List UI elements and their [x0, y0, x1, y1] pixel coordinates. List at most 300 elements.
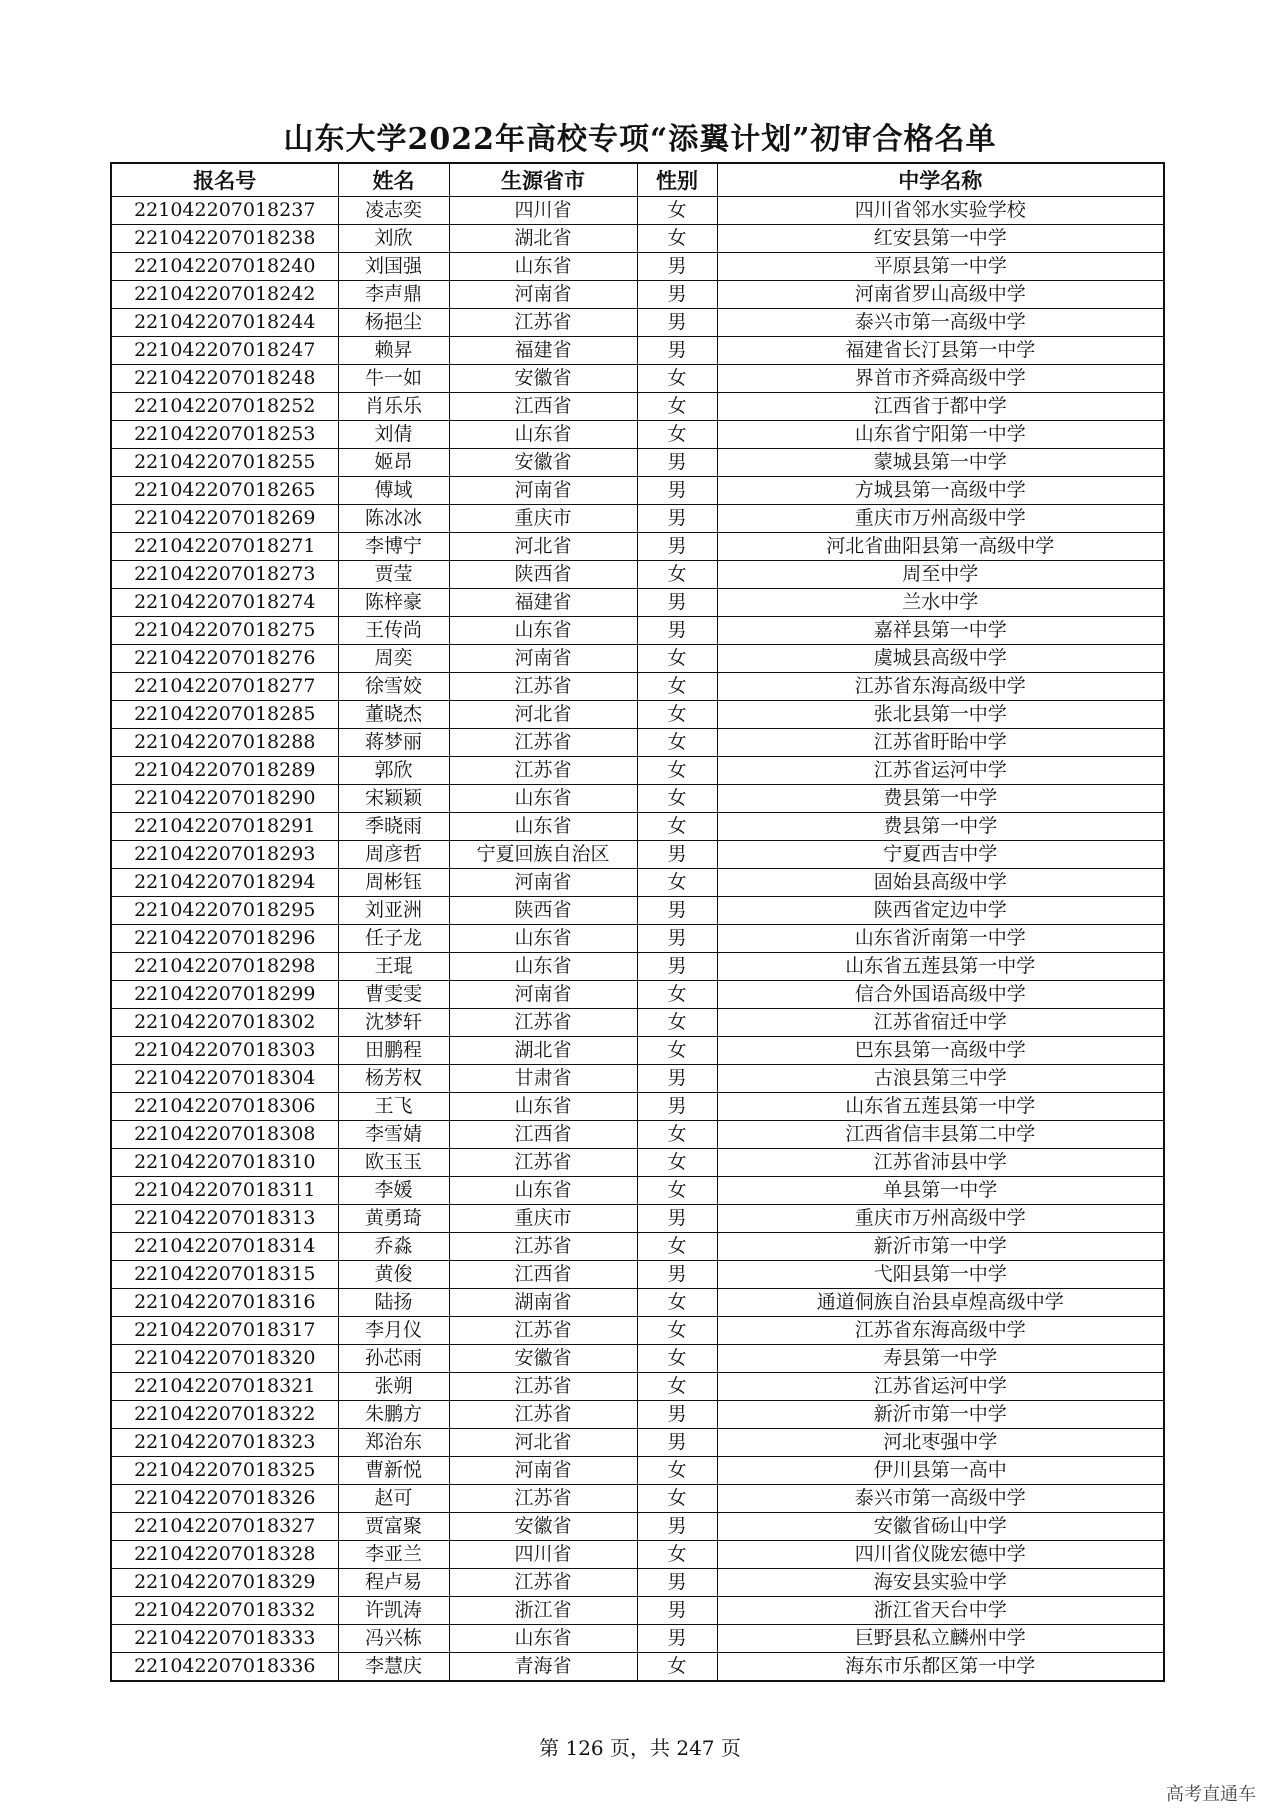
table-body: [111, 197, 1164, 1682]
cell-registration-number: 221042207018303: [111, 1037, 338, 1065]
cell-province: 江苏省: [449, 1373, 637, 1401]
cell-registration-number: 221042207018238: [111, 225, 338, 253]
cell-gender: 女: [637, 1177, 717, 1205]
cell-name: 肖乐乐: [338, 393, 449, 421]
cell-name: 许凯涛: [338, 1597, 449, 1625]
cell-province: 山东省: [449, 785, 637, 813]
cell-name: 刘国强: [338, 253, 449, 281]
column-header-gender: 性别: [637, 163, 717, 197]
cell-name: 郑治东: [338, 1429, 449, 1457]
cell-province: 江苏省: [449, 1233, 637, 1261]
cell-school: 河南省罗山高级中学: [717, 281, 1164, 309]
cell-gender: 女: [637, 1289, 717, 1317]
cell-gender: 女: [637, 1457, 717, 1485]
cell-registration-number: 221042207018248: [111, 365, 338, 393]
cell-registration-number: 221042207018265: [111, 477, 338, 505]
table-row: [111, 1037, 1164, 1065]
cell-name: 季晓雨: [338, 813, 449, 841]
cell-registration-number: 221042207018240: [111, 253, 338, 281]
table-row: [111, 1289, 1164, 1317]
cell-school: 方城县第一高级中学: [717, 477, 1164, 505]
cell-registration-number: 221042207018295: [111, 897, 338, 925]
cell-school: 费县第一中学: [717, 813, 1164, 841]
cell-gender: 女: [637, 1121, 717, 1149]
cell-province: 湖北省: [449, 225, 637, 253]
cell-school: 嘉祥县第一中学: [717, 617, 1164, 645]
table-row: [111, 757, 1164, 785]
cell-name: 贾富聚: [338, 1513, 449, 1541]
table-row: [111, 1149, 1164, 1177]
cell-province: 青海省: [449, 1653, 637, 1682]
table-row: [111, 197, 1164, 225]
table-row: [111, 785, 1164, 813]
table-row: [111, 1541, 1164, 1569]
cell-school: 巴东县第一高级中学: [717, 1037, 1164, 1065]
cell-school: 江苏省沛县中学: [717, 1149, 1164, 1177]
cell-school: 蒙城县第一中学: [717, 449, 1164, 477]
cell-registration-number: 221042207018302: [111, 1009, 338, 1037]
cell-province: 江西省: [449, 1121, 637, 1149]
cell-school: 平原县第一中学: [717, 253, 1164, 281]
cell-name: 郭欣: [338, 757, 449, 785]
cell-province: 湖北省: [449, 1037, 637, 1065]
table-row: [111, 1569, 1164, 1597]
cell-gender: 男: [637, 1569, 717, 1597]
table-row: [111, 505, 1164, 533]
cell-province: 山东省: [449, 253, 637, 281]
cell-province: 陕西省: [449, 561, 637, 589]
cell-school: 四川省邻水实验学校: [717, 197, 1164, 225]
cell-school: 新沂市第一中学: [717, 1401, 1164, 1429]
cell-gender: 女: [637, 1233, 717, 1261]
cell-school: 重庆市万州高级中学: [717, 1205, 1164, 1233]
table-row: [111, 309, 1164, 337]
cell-name: 李声鼎: [338, 281, 449, 309]
table-row: [111, 253, 1164, 281]
cell-province: 浙江省: [449, 1597, 637, 1625]
cell-name: 曹新悦: [338, 1457, 449, 1485]
cell-registration-number: 221042207018328: [111, 1541, 338, 1569]
cell-name: 周彬钰: [338, 869, 449, 897]
table-row: [111, 701, 1164, 729]
cell-registration-number: 221042207018329: [111, 1569, 338, 1597]
cell-school: 红安县第一中学: [717, 225, 1164, 253]
cell-name: 周彦哲: [338, 841, 449, 869]
cell-province: 甘肃省: [449, 1065, 637, 1093]
cell-gender: 男: [637, 1205, 717, 1233]
cell-gender: 女: [637, 1317, 717, 1345]
cell-registration-number: 221042207018327: [111, 1513, 338, 1541]
cell-gender: 男: [637, 617, 717, 645]
cell-registration-number: 221042207018298: [111, 953, 338, 981]
cell-province: 江苏省: [449, 1317, 637, 1345]
cell-gender: 男: [637, 925, 717, 953]
cell-name: 李媛: [338, 1177, 449, 1205]
column-header-province: 生源省市: [449, 163, 637, 197]
table-row: [111, 1345, 1164, 1373]
cell-registration-number: 221042207018277: [111, 673, 338, 701]
cell-province: 江苏省: [449, 1149, 637, 1177]
cell-gender: 女: [637, 757, 717, 785]
cell-name: 孙芯雨: [338, 1345, 449, 1373]
cell-registration-number: 221042207018320: [111, 1345, 338, 1373]
cell-name: 欧玉玉: [338, 1149, 449, 1177]
cell-registration-number: 221042207018311: [111, 1177, 338, 1205]
cell-school: 海安县实验中学: [717, 1569, 1164, 1597]
table-row: [111, 1485, 1164, 1513]
cell-gender: 男: [637, 1261, 717, 1289]
cell-gender: 男: [637, 1429, 717, 1457]
cell-gender: 男: [637, 1093, 717, 1121]
table-row: [111, 841, 1164, 869]
cell-registration-number: 221042207018299: [111, 981, 338, 1009]
cell-name: 王传尚: [338, 617, 449, 645]
cell-province: 重庆市: [449, 1205, 637, 1233]
cell-province: 安徽省: [449, 365, 637, 393]
cell-school: 江苏省盱眙中学: [717, 729, 1164, 757]
table-row: [111, 673, 1164, 701]
cell-gender: 女: [637, 729, 717, 757]
cell-registration-number: 221042207018291: [111, 813, 338, 841]
cell-name: 刘欣: [338, 225, 449, 253]
cell-registration-number: 221042207018296: [111, 925, 338, 953]
cell-school: 江苏省宿迁中学: [717, 1009, 1164, 1037]
cell-province: 河北省: [449, 1429, 637, 1457]
cell-province: 江苏省: [449, 1401, 637, 1429]
cell-gender: 女: [637, 197, 717, 225]
cell-gender: 女: [637, 1149, 717, 1177]
cell-province: 陕西省: [449, 897, 637, 925]
cell-province: 江苏省: [449, 1485, 637, 1513]
cell-name: 李雪婧: [338, 1121, 449, 1149]
cell-province: 四川省: [449, 1541, 637, 1569]
cell-registration-number: 221042207018325: [111, 1457, 338, 1485]
table-row: [111, 645, 1164, 673]
cell-registration-number: 221042207018290: [111, 785, 338, 813]
cell-gender: 男: [637, 281, 717, 309]
cell-name: 冯兴栋: [338, 1625, 449, 1653]
column-header-school: 中学名称: [717, 163, 1164, 197]
cell-name: 朱鹏方: [338, 1401, 449, 1429]
cell-gender: 女: [637, 645, 717, 673]
cell-school: 安徽省砀山中学: [717, 1513, 1164, 1541]
cell-province: 山东省: [449, 1625, 637, 1653]
table-row: [111, 1457, 1164, 1485]
cell-province: 河北省: [449, 701, 637, 729]
table-row: [111, 561, 1164, 589]
cell-school: 伊川县第一高中: [717, 1457, 1164, 1485]
cell-school: 山东省五莲县第一中学: [717, 1093, 1164, 1121]
cell-school: 河北省曲阳县第一高级中学: [717, 533, 1164, 561]
cell-province: 江苏省: [449, 729, 637, 757]
cell-gender: 女: [637, 1541, 717, 1569]
cell-gender: 女: [637, 1009, 717, 1037]
cell-name: 杨挹尘: [338, 309, 449, 337]
cell-province: 安徽省: [449, 1345, 637, 1373]
table-row: [111, 1009, 1164, 1037]
cell-name: 李月仪: [338, 1317, 449, 1345]
cell-gender: 女: [637, 785, 717, 813]
cell-name: 徐雪姣: [338, 673, 449, 701]
cell-gender: 男: [637, 1625, 717, 1653]
cell-province: 江苏省: [449, 673, 637, 701]
cell-name: 董晓杰: [338, 701, 449, 729]
cell-province: 河南省: [449, 645, 637, 673]
cell-province: 江苏省: [449, 757, 637, 785]
column-header-name: 姓名: [338, 163, 449, 197]
table-row: [111, 337, 1164, 365]
cell-registration-number: 221042207018333: [111, 1625, 338, 1653]
table-row: [111, 869, 1164, 897]
cell-school: 陕西省定边中学: [717, 897, 1164, 925]
cell-registration-number: 221042207018275: [111, 617, 338, 645]
cell-province: 河南省: [449, 1457, 637, 1485]
cell-province: 山东省: [449, 1177, 637, 1205]
cell-school: 虞城县高级中学: [717, 645, 1164, 673]
table-row: [111, 617, 1164, 645]
cell-registration-number: 221042207018274: [111, 589, 338, 617]
cell-registration-number: 221042207018308: [111, 1121, 338, 1149]
cell-name: 乔淼: [338, 1233, 449, 1261]
cell-province: 河南省: [449, 981, 637, 1009]
cell-registration-number: 221042207018276: [111, 645, 338, 673]
cell-registration-number: 221042207018313: [111, 1205, 338, 1233]
cell-registration-number: 221042207018242: [111, 281, 338, 309]
cell-gender: 女: [637, 225, 717, 253]
cell-gender: 男: [637, 533, 717, 561]
cell-registration-number: 221042207018273: [111, 561, 338, 589]
cell-registration-number: 221042207018255: [111, 449, 338, 477]
cell-province: 湖南省: [449, 1289, 637, 1317]
cell-school: 古浪县第三中学: [717, 1065, 1164, 1093]
cell-registration-number: 221042207018323: [111, 1429, 338, 1457]
cell-registration-number: 221042207018326: [111, 1485, 338, 1513]
cell-gender: 男: [637, 309, 717, 337]
cell-gender: 男: [637, 589, 717, 617]
cell-registration-number: 221042207018322: [111, 1401, 338, 1429]
roster-table: [110, 162, 1165, 1682]
watermark-text: 高考直通车: [1166, 1784, 1256, 1805]
cell-gender: 男: [637, 897, 717, 925]
cell-province: 四川省: [449, 197, 637, 225]
cell-registration-number: 221042207018294: [111, 869, 338, 897]
cell-gender: 女: [637, 869, 717, 897]
cell-registration-number: 221042207018332: [111, 1597, 338, 1625]
cell-name: 任子龙: [338, 925, 449, 953]
cell-name: 曹雯雯: [338, 981, 449, 1009]
cell-province: 重庆市: [449, 505, 637, 533]
cell-province: 江西省: [449, 1261, 637, 1289]
cell-registration-number: 221042207018244: [111, 309, 338, 337]
cell-school: 张北县第一中学: [717, 701, 1164, 729]
cell-school: 重庆市万州高级中学: [717, 505, 1164, 533]
cell-school: 周至中学: [717, 561, 1164, 589]
cell-province: 河南省: [449, 477, 637, 505]
cell-name: 凌志奕: [338, 197, 449, 225]
cell-school: 寿县第一中学: [717, 1345, 1164, 1373]
table-row: [111, 1205, 1164, 1233]
cell-name: 陆扬: [338, 1289, 449, 1317]
cell-gender: 男: [637, 1513, 717, 1541]
table-row: [111, 1429, 1164, 1457]
cell-school: 固始县高级中学: [717, 869, 1164, 897]
cell-registration-number: 221042207018304: [111, 1065, 338, 1093]
page-footer: 第 126 页，共 247 页: [539, 1736, 741, 1760]
cell-registration-number: 221042207018310: [111, 1149, 338, 1177]
cell-province: 河南省: [449, 281, 637, 309]
cell-gender: 女: [637, 1373, 717, 1401]
cell-province: 河北省: [449, 533, 637, 561]
cell-name: 杨芳权: [338, 1065, 449, 1093]
cell-name: 田鹏程: [338, 1037, 449, 1065]
cell-province: 山东省: [449, 813, 637, 841]
table-row: [111, 421, 1164, 449]
cell-province: 江苏省: [449, 1009, 637, 1037]
cell-gender: 男: [637, 337, 717, 365]
cell-name: 程卢易: [338, 1569, 449, 1597]
cell-school: 浙江省天台中学: [717, 1597, 1164, 1625]
table-row: [111, 225, 1164, 253]
cell-registration-number: 221042207018285: [111, 701, 338, 729]
cell-registration-number: 221042207018252: [111, 393, 338, 421]
cell-school: 费县第一中学: [717, 785, 1164, 813]
table-row: [111, 281, 1164, 309]
table-row: [111, 589, 1164, 617]
cell-province: 江苏省: [449, 309, 637, 337]
cell-gender: 女: [637, 1653, 717, 1682]
cell-school: 通道侗族自治县卓煌高级中学: [717, 1289, 1164, 1317]
cell-school: 巨野县私立麟州中学: [717, 1625, 1164, 1653]
table-row: [111, 1373, 1164, 1401]
cell-school: 界首市齐舜高级中学: [717, 365, 1164, 393]
table-row: [111, 981, 1164, 1009]
cell-name: 黄俊: [338, 1261, 449, 1289]
table-row: [111, 1513, 1164, 1541]
cell-registration-number: 221042207018271: [111, 533, 338, 561]
table-row: [111, 953, 1164, 981]
cell-name: 周奕: [338, 645, 449, 673]
table-row: [111, 393, 1164, 421]
cell-name: 刘倩: [338, 421, 449, 449]
cell-school: 河北枣强中学: [717, 1429, 1164, 1457]
table-row: [111, 533, 1164, 561]
cell-registration-number: 221042207018293: [111, 841, 338, 869]
cell-school: 兰水中学: [717, 589, 1164, 617]
cell-school: 新沂市第一中学: [717, 1233, 1164, 1261]
cell-school: 宁夏西吉中学: [717, 841, 1164, 869]
cell-province: 山东省: [449, 953, 637, 981]
cell-registration-number: 221042207018321: [111, 1373, 338, 1401]
table-row: [111, 477, 1164, 505]
cell-province: 福建省: [449, 589, 637, 617]
cell-school: 江苏省运河中学: [717, 1373, 1164, 1401]
cell-registration-number: 221042207018288: [111, 729, 338, 757]
cell-school: 江苏省东海高级中学: [717, 1317, 1164, 1345]
table-row: [111, 813, 1164, 841]
cell-name: 沈梦轩: [338, 1009, 449, 1037]
cell-name: 王琨: [338, 953, 449, 981]
cell-school: 海东市乐都区第一中学: [717, 1653, 1164, 1682]
cell-gender: 女: [637, 813, 717, 841]
cell-gender: 男: [637, 953, 717, 981]
cell-gender: 女: [637, 1485, 717, 1513]
cell-province: 山东省: [449, 421, 637, 449]
cell-gender: 女: [637, 1037, 717, 1065]
cell-school: 江苏省运河中学: [717, 757, 1164, 785]
table-row: [111, 1317, 1164, 1345]
cell-gender: 女: [637, 365, 717, 393]
cell-registration-number: 221042207018247: [111, 337, 338, 365]
table-row: [111, 1121, 1164, 1149]
cell-school: 山东省五莲县第一中学: [717, 953, 1164, 981]
cell-school: 山东省宁阳第一中学: [717, 421, 1164, 449]
cell-province: 山东省: [449, 1093, 637, 1121]
cell-gender: 女: [637, 701, 717, 729]
cell-registration-number: 221042207018269: [111, 505, 338, 533]
cell-registration-number: 221042207018253: [111, 421, 338, 449]
cell-registration-number: 221042207018317: [111, 1317, 338, 1345]
cell-registration-number: 221042207018314: [111, 1233, 338, 1261]
cell-school: 山东省沂南第一中学: [717, 925, 1164, 953]
cell-registration-number: 221042207018336: [111, 1653, 338, 1682]
table-row: [111, 897, 1164, 925]
cell-name: 黄勇琦: [338, 1205, 449, 1233]
cell-gender: 女: [637, 981, 717, 1009]
cell-province: 安徽省: [449, 1513, 637, 1541]
table-row: [111, 1177, 1164, 1205]
table-row: [111, 729, 1164, 757]
cell-name: 李亚兰: [338, 1541, 449, 1569]
table-row: [111, 1261, 1164, 1289]
cell-name: 李博宁: [338, 533, 449, 561]
cell-province: 山东省: [449, 617, 637, 645]
table-row: [111, 1401, 1164, 1429]
cell-gender: 女: [637, 673, 717, 701]
cell-school: 单县第一中学: [717, 1177, 1164, 1205]
cell-registration-number: 221042207018306: [111, 1093, 338, 1121]
cell-school: 江苏省东海高级中学: [717, 673, 1164, 701]
cell-province: 江西省: [449, 393, 637, 421]
cell-name: 牛一如: [338, 365, 449, 393]
cell-gender: 女: [637, 421, 717, 449]
cell-name: 刘亚洲: [338, 897, 449, 925]
cell-school: 弋阳县第一中学: [717, 1261, 1164, 1289]
table-row: [111, 1653, 1164, 1682]
cell-province: 山东省: [449, 925, 637, 953]
cell-province: 河南省: [449, 869, 637, 897]
cell-province: 江苏省: [449, 1569, 637, 1597]
cell-gender: 男: [637, 477, 717, 505]
table-row: [111, 1065, 1164, 1093]
cell-name: 贾莹: [338, 561, 449, 589]
cell-gender: 男: [637, 1065, 717, 1093]
cell-name: 陈梓豪: [338, 589, 449, 617]
cell-school: 泰兴市第一高级中学: [717, 309, 1164, 337]
cell-registration-number: 221042207018289: [111, 757, 338, 785]
cell-school: 信合外国语高级中学: [717, 981, 1164, 1009]
cell-gender: 男: [637, 1401, 717, 1429]
cell-name: 蒋梦丽: [338, 729, 449, 757]
cell-gender: 女: [637, 1345, 717, 1373]
page-title: 山东大学2022年高校专项“添翼计划”初审合格名单: [283, 122, 997, 157]
cell-province: 宁夏回族自治区: [449, 841, 637, 869]
column-header-registration-number: 报名号: [111, 163, 338, 197]
cell-name: 赖昇: [338, 337, 449, 365]
cell-registration-number: 221042207018237: [111, 197, 338, 225]
cell-name: 张朔: [338, 1373, 449, 1401]
cell-gender: 女: [637, 561, 717, 589]
cell-province: 福建省: [449, 337, 637, 365]
